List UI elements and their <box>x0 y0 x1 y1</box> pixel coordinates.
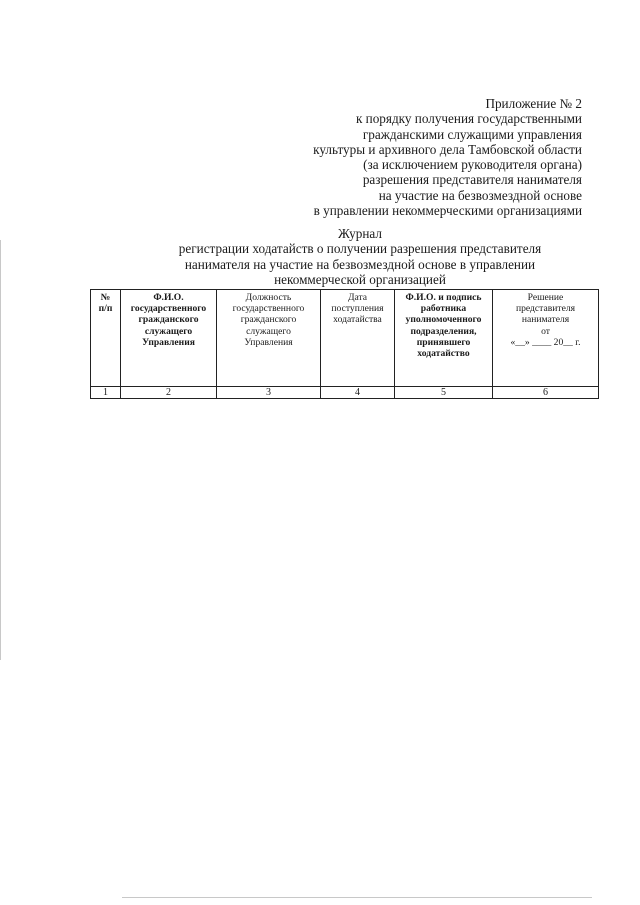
column-number-cell: 1 <box>91 387 121 399</box>
appendix-line: (за исключением руководителя органа) <box>363 157 582 173</box>
appendix-line: гражданскими служащими управления <box>362 126 582 142</box>
appendix-line: на участие на безвозмездной основе <box>378 187 582 203</box>
appendix-line: разрешения представителя нанимателя <box>362 172 582 188</box>
journal-title-line: регистрации ходатайств о получении разрешения представителя <box>178 241 542 257</box>
table-number-row <box>91 387 599 399</box>
column-number-cell: 4 <box>321 387 395 399</box>
header-number: № п/п <box>91 290 121 387</box>
appendix-line: к порядку получения государственными <box>355 111 582 127</box>
column-number-cell: 3 <box>217 387 321 399</box>
column-number-cell: 2 <box>121 387 217 399</box>
header-position: Должность государственного гражданского служащего Управления <box>217 290 321 387</box>
header-receiver: Ф.И.О. и подпись работника уполномоченного подразделения, принявшего ходатайство <box>395 290 493 387</box>
appendix-header <box>242 96 582 218</box>
table-header-row <box>91 290 599 387</box>
journal-title <box>140 226 580 287</box>
registry-table <box>90 289 599 399</box>
column-number-cell: 6 <box>493 387 599 399</box>
left-edge-shadow <box>0 240 1 660</box>
header-fio: Ф.И.О. государственного гражданского служащего Управления <box>121 290 217 387</box>
appendix-line: Приложение № 2 <box>485 96 582 111</box>
header-date: Дата поступления ходатайства <box>321 290 395 387</box>
column-number-cell: 5 <box>395 387 493 399</box>
journal-title-line: некоммерческой организацией <box>274 271 446 287</box>
header-decision: Решение представителя нанимателя от «__» ____ 20__ г. <box>493 290 599 387</box>
journal-title-line: Журнал <box>338 226 382 241</box>
bottom-edge-shadow <box>122 897 592 898</box>
appendix-line: культуры и архивного дела Тамбовской области <box>313 141 582 157</box>
journal-title-line: нанимателя на участие на безвозмездной основе в управлении <box>184 256 536 272</box>
appendix-line: в управлении некоммерческими организациями <box>313 203 582 219</box>
